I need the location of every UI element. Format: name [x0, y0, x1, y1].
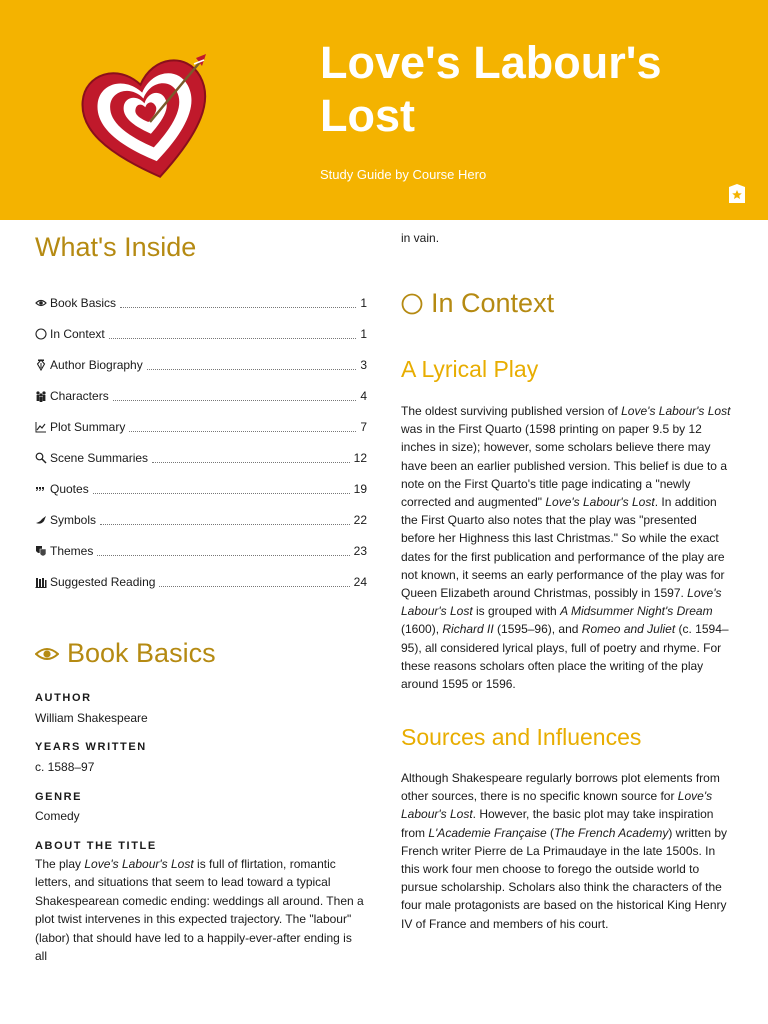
- toc-label: Quotes: [50, 482, 89, 496]
- toc-item-characters[interactable]: [35, 387, 367, 405]
- toc-leader: [159, 586, 349, 587]
- about-title-continued: in vain.: [401, 231, 440, 245]
- magnifier-icon: [35, 452, 47, 464]
- toc-leader: [147, 369, 357, 370]
- toc-leader: [152, 462, 350, 463]
- toc-label: In Context: [50, 327, 105, 341]
- toc-label: Scene Summaries: [50, 451, 149, 465]
- toc-leader: [93, 493, 350, 494]
- toc-page: 19: [353, 482, 367, 496]
- genre-value: Comedy: [35, 809, 80, 823]
- toc-leader: [113, 400, 357, 401]
- pen-nib-icon: [35, 359, 47, 371]
- lyrical-play-heading: A Lyrical Play: [401, 356, 539, 382]
- compass-icon: [35, 328, 47, 340]
- about-title-label: ABOUT THE TITLE: [35, 840, 157, 852]
- about-title-paragraph: [35, 855, 367, 965]
- toc-label: Characters: [50, 389, 109, 403]
- toc-item-author-biography[interactable]: [35, 356, 367, 374]
- book-basics-heading-text: Book Basics: [67, 638, 216, 668]
- toc-item-book-basics[interactable]: [35, 294, 367, 312]
- bird-icon: [35, 514, 47, 526]
- author-label: AUTHOR: [35, 692, 92, 704]
- toc-page: 12: [353, 451, 367, 465]
- toc-heading: What's Inside: [35, 232, 197, 262]
- toc-item-symbols[interactable]: [35, 511, 367, 529]
- toc-item-suggested-reading[interactable]: [35, 573, 367, 591]
- eye-icon: [35, 297, 47, 309]
- chart-icon: [35, 421, 47, 433]
- lyrical-play-paragraph: The oldest surviving published version of Love's Labour's Lost was in the First Quarto (1598 printing on paper 9.5 by 12 inches in size); however, some scholars believe there may have been an earlier published version. This belief is due to a note on the First Quarto's title page indicating a "newly corrected and augmented" Love's Labour's Lost. In addition the First Quarto also notes that the play was "presented before her Highness this last Christmas." So while the exact dates for the first publication and performance of the play are not known, it seems an early performance of the play was for Queen Elizabeth around Christmas, possibly in 1597. Love's Labour's Lost is grouped with A Midsummer Night's Dream (1600), Richard II (1595–96), and Romeo and Juliet (c. 1594–95), all considered lyrical plays, full of poetry and rhyme. For these reasons scholars often place the writing of the play around 1595 or 1596.: [401, 404, 731, 692]
- toc-item-scene-summaries[interactable]: [35, 449, 367, 467]
- toc-leader: [97, 555, 349, 556]
- toc-leader: [120, 307, 356, 308]
- author-value: William Shakespeare: [35, 711, 148, 725]
- toc-label: Plot Summary: [50, 420, 126, 434]
- toc-leader: [129, 431, 356, 432]
- eye-icon: [35, 646, 59, 662]
- document-subtitle: Study Guide by Course Hero: [320, 167, 487, 182]
- toc-page: 4: [360, 389, 367, 403]
- in-context-heading-text: In Context: [431, 288, 555, 318]
- about-title-text: is full of flirtation, romantic letters, and situations that seem to lead toward a typical Shakespearean comedic ending: weddings all around. Then a plot twist intervenes in this expected trajectory. The "labour" (labor) that should have led to a happily-ever-after ending is all: [35, 857, 364, 964]
- toc-item-quotes[interactable]: [35, 480, 367, 498]
- toc-item-plot-summary[interactable]: [35, 418, 367, 436]
- in-context-heading: [401, 288, 554, 319]
- sources-influences-paragraph: Although Shakespeare regularly borrows plot elements from other sources, there is no specific known source for Love's Labour's Lost. However, the basic plot may take inspiration from L'Academie Française (The French Academy) written by French writer Pierre de La Primaudaye in the late 1500s. In this work four men choose to forego the outside world to pursue scholarship. Scholars also think the characters of the four male protagonists are based on the historical King Henry IV of France and members of his court.: [401, 771, 728, 931]
- title-banner: [0, 0, 768, 220]
- document-title: Love's Labour's Lost: [320, 37, 662, 141]
- compass-icon: [401, 293, 423, 315]
- toc-label: Themes: [50, 544, 94, 558]
- genre-label: GENRE: [35, 791, 83, 803]
- years-written-value: c. 1588–97: [35, 760, 95, 774]
- course-hero-logo-icon: [728, 184, 746, 204]
- sources-influences-heading: Sources and Influences: [401, 724, 642, 750]
- toc-label: Author Biography: [50, 358, 143, 372]
- toc-page: 1: [360, 327, 367, 341]
- book-basics-heading: [35, 638, 216, 669]
- toc-page: 1: [360, 296, 367, 310]
- toc-label: Book Basics: [50, 296, 117, 310]
- toc-page: 22: [353, 513, 367, 527]
- people-icon: [35, 390, 47, 402]
- toc-label: Suggested Reading: [50, 575, 156, 589]
- toc-leader: [100, 524, 350, 525]
- play-title-italic: Love's Labour's Lost: [84, 857, 194, 871]
- toc-page: 23: [353, 544, 367, 558]
- toc-page: 3: [360, 358, 367, 372]
- masks-icon: [35, 545, 47, 557]
- toc-page: 7: [360, 420, 367, 434]
- quote-icon: [35, 483, 47, 495]
- books-icon: [35, 576, 47, 588]
- toc-item-themes[interactable]: [35, 542, 367, 560]
- years-written-label: YEARS WRITTEN: [35, 741, 147, 753]
- toc-label: Symbols: [50, 513, 97, 527]
- about-title-text: The play: [35, 857, 85, 871]
- toc-item-in-context[interactable]: [35, 325, 367, 343]
- toc-leader: [109, 338, 357, 339]
- heart-target-arrow-icon: [78, 50, 218, 185]
- toc-page: 24: [353, 575, 367, 589]
